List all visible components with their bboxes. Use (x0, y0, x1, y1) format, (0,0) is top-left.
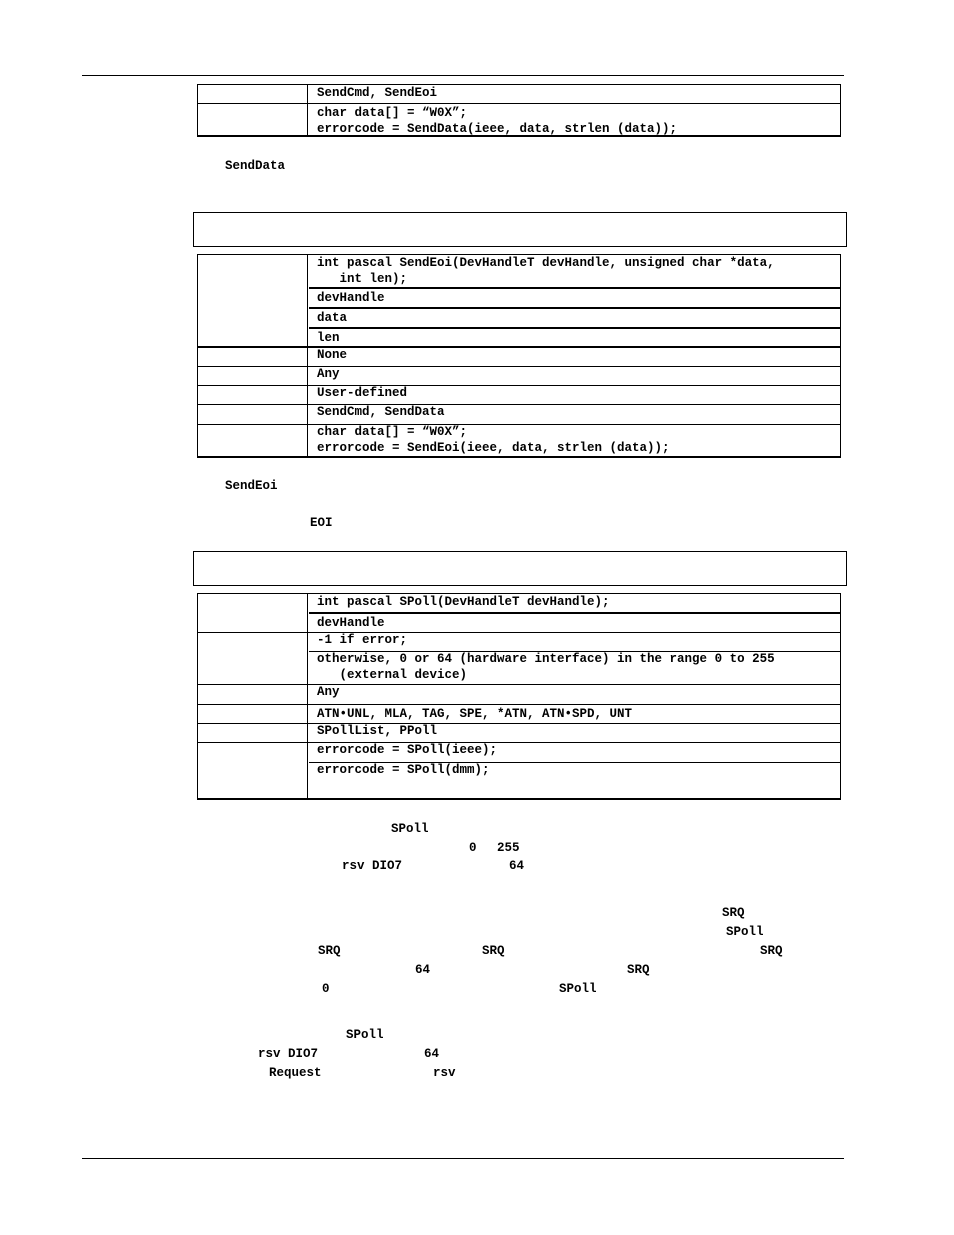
example-value-1: errorcode = SPoll(ieee); (317, 743, 498, 757)
sendeoi-table (197, 254, 841, 458)
row-divider (309, 287, 840, 289)
para4-srq-5: SRQ (627, 963, 650, 977)
param-len: len (317, 331, 340, 345)
row-divider (198, 103, 840, 104)
para3-255: 255 (497, 841, 520, 855)
para3-rsv: rsv DIO7 (342, 859, 403, 873)
para3-spoll: SPoll (391, 822, 429, 836)
para5-rsv-dio7: rsv DIO7 (258, 1047, 319, 1061)
senddata-table-tail (197, 84, 841, 137)
row-divider (309, 307, 840, 309)
para5-64: 64 (424, 1047, 440, 1061)
para4-spoll-1: SPoll (726, 925, 764, 939)
param-data: data (317, 311, 348, 325)
para4-zero: 0 (322, 982, 330, 996)
senddata-note-fn: SendData (225, 159, 286, 173)
para4-srq-1: SRQ (722, 906, 745, 920)
prototype-value: int pascal SPoll(DevHandleT devHandle); (317, 595, 610, 609)
para5-spoll: SPoll (346, 1028, 384, 1042)
para4-srq-2: SRQ (318, 944, 341, 958)
see-also-value: SPollList, PPoll (317, 724, 438, 738)
mode-value: Any (317, 367, 340, 381)
sendeoi-section-header (193, 212, 847, 247)
label-column (198, 85, 308, 136)
label-column (198, 594, 308, 799)
para4-spoll-2: SPoll (559, 982, 597, 996)
para5-rsv: rsv (433, 1066, 456, 1080)
header-rule (82, 75, 844, 76)
row-divider (309, 327, 840, 329)
label-column (198, 255, 308, 457)
sendeoi-note-fn: SendEoi (225, 479, 278, 493)
footer-rule (82, 1158, 844, 1159)
bus-states-value: ATN•UNL, MLA, TAG, SPE, *ATN, ATN•SPD, UNT (317, 707, 633, 721)
prototype-value: int pascal SendEoi(DevHandleT devHandle, unsigned char *data, int len); (317, 256, 775, 286)
para4-srq-3: SRQ (482, 944, 505, 958)
example-value-2: errorcode = SPoll(dmm); (317, 763, 490, 777)
para3-64: 64 (509, 859, 525, 873)
param-devhandle: devHandle (317, 291, 385, 305)
bus-states-value: User-defined (317, 386, 408, 400)
returns-otherwise: otherwise, 0 or 64 (hardware interface) in the range 0 to 255 (external device) (317, 652, 775, 682)
see-also-value: SendCmd, SendData (317, 405, 445, 419)
para3-zero: 0 (469, 841, 477, 855)
para4-srq-4: SRQ (760, 944, 783, 958)
param-devhandle: devHandle (317, 616, 385, 630)
row-divider (309, 612, 840, 614)
example-value: char data[] = “W0X”; errorcode = SendData(ieee, data, strlen (data)); (317, 106, 678, 136)
row-divider (198, 704, 840, 705)
returns-value: None (317, 348, 348, 362)
mode-value: Any (317, 685, 340, 699)
sendeoi-note-eoi: EOI (310, 516, 333, 530)
para5-request: Request (269, 1066, 322, 1080)
see-also-value: SendCmd, SendEoi (317, 86, 438, 100)
para4-64: 64 (415, 963, 431, 977)
returns-error: -1 if error; (317, 633, 408, 647)
spoll-table (197, 593, 841, 800)
spoll-section-header (193, 551, 847, 586)
example-value: char data[] = “W0X”; errorcode = SendEoi(ieee, data, strlen (data)); (317, 425, 670, 455)
